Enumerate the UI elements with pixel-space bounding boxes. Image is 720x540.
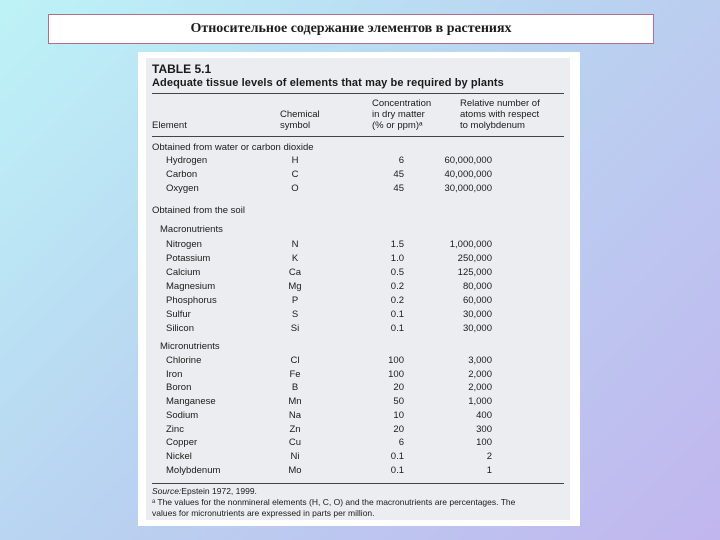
table-row [152,368,564,381]
table-row [152,354,564,367]
cell-element: Sodium [166,409,199,421]
cell-concentration: 50 [393,396,404,408]
header-rel-line1: Relative number of [460,98,540,109]
cell-symbol: Fe [289,368,301,380]
cell-element: Molybdenum [166,464,221,476]
section-soil: Obtained from the soil [152,205,245,216]
cell-element: Calcium [166,267,201,278]
cell-symbol: Si [290,323,300,334]
header-element: Element [152,120,187,131]
cell-element: Silicon [166,323,194,334]
cell-relative-atoms: 2,000 [468,368,492,380]
cell-element: Potassium [166,253,211,264]
cell-symbol: H [291,155,299,166]
slide-title: Относительное содержание элементов в растениях [190,21,512,36]
cell-relative-atoms: 125,000 [457,267,492,278]
cell-element: Oxygen [166,183,199,194]
cell-symbol: Ca [288,267,302,278]
cell-symbol: N [291,239,299,250]
cell-element: Iron [166,368,183,380]
cell-relative-atoms: 300 [476,423,492,435]
cell-concentration: 0.1 [390,464,404,476]
cell-concentration: 45 [393,183,404,194]
table-row [152,294,564,307]
header-symbol-line2: symbol [280,120,311,131]
header-rel-line3: to molybdenum [460,120,525,131]
section-macronutrients: Macronutrients [160,224,223,235]
cell-relative-atoms: 2,000 [468,382,492,394]
cell-relative-atoms: 100 [476,437,492,449]
cell-concentration: 20 [393,382,404,394]
cell-element: Boron [166,382,192,394]
cell-relative-atoms: 400 [476,409,492,421]
cell-relative-atoms: 40,000,000 [444,169,492,180]
cell-element: Manganese [166,396,216,408]
cell-symbol: K [291,253,299,264]
cell-element: Chlorine [166,355,202,366]
header-conc-line1: Concentration [372,98,432,109]
table-caption: Adequate tissue levels of elements that may be required by plants [152,77,504,89]
cell-relative-atoms: 1,000,000 [449,239,492,250]
table-row [152,168,564,181]
table-panel [138,52,580,526]
section-water: Obtained from water or carbon dioxide [152,142,314,153]
cell-symbol: O [291,183,299,194]
cell-relative-atoms: 30,000,000 [444,183,492,194]
table-row [152,154,564,167]
cell-concentration: 20 [393,423,404,435]
table-row [152,252,564,265]
table-row [152,450,564,463]
cell-symbol: C [291,169,299,180]
header-conc-line2: in dry matter [372,109,425,120]
cell-element: Nitrogen [166,239,202,250]
table-row [152,409,564,422]
cell-concentration: 0.1 [390,323,404,334]
cell-symbol: Ni [290,450,300,462]
table-label: TABLE 5.1 [152,62,212,76]
cell-element: Sulfur [166,309,191,320]
cell-element: Copper [166,437,198,449]
cell-element: Nickel [166,450,192,462]
table-row [152,381,564,394]
cell-symbol: Na [288,409,302,421]
table-row [152,308,564,321]
cell-relative-atoms: 2 [486,450,492,462]
cell-concentration: 0.2 [390,295,404,306]
cell-concentration: 6 [398,155,404,166]
cell-relative-atoms: 80,000 [462,281,492,292]
cell-relative-atoms: 1,000 [468,396,492,408]
cell-symbol: Zn [289,423,301,435]
source-label: Source: [152,486,182,496]
footer-rule [152,483,564,484]
table-row [152,322,564,335]
slide-title-box [48,14,654,44]
cell-symbol: S [291,309,299,320]
cell-symbol: Mg [288,281,302,292]
cell-concentration: 45 [393,169,404,180]
cell-relative-atoms: 1 [486,464,492,476]
header-symbol-line1: Chemical [280,109,320,120]
source-text: Epstein 1972, 1999. [181,486,257,496]
cell-concentration: 10 [393,409,404,421]
cell-symbol: P [291,295,299,306]
header-bottom-rule [152,136,564,137]
table-row [152,423,564,436]
cell-relative-atoms: 30,000 [462,309,492,320]
cell-element: Zinc [166,423,184,435]
footnote-line2: values for micronutrients are expressed in parts per million. [152,508,375,518]
footnote-source [152,486,564,497]
header-top-rule [152,93,564,94]
cell-element: Carbon [166,169,198,180]
cell-relative-atoms: 250,000 [457,253,492,264]
cell-relative-atoms: 3,000 [468,355,492,366]
section-micronutrients: Micronutrients [160,341,220,352]
cell-concentration: 100 [388,368,404,380]
footnote-line1: ᵃ The values for the nonmineral elements (H, C, O) and the macronutrients are percentages. The [152,497,516,507]
cell-symbol: Mn [288,396,302,408]
table-row [152,266,564,279]
header-conc-line3: (% or ppm)ᵃ [372,120,423,131]
cell-concentration: 1.0 [390,253,404,264]
cell-element: Phosphorus [166,295,217,306]
nutrient-table [146,58,570,520]
cell-concentration: 6 [398,437,404,449]
cell-concentration: 1.5 [390,239,404,250]
cell-concentration: 0.2 [390,281,404,292]
cell-relative-atoms: 30,000 [462,323,492,334]
table-row [152,436,564,449]
table-row [152,395,564,408]
table-row [152,182,564,195]
table-row [152,238,564,251]
cell-concentration: 0.1 [390,450,404,462]
cell-symbol: Cl [290,355,300,366]
cell-concentration: 100 [388,355,404,366]
cell-relative-atoms: 60,000 [462,295,492,306]
cell-relative-atoms: 60,000,000 [444,155,492,166]
cell-element: Hydrogen [166,155,208,166]
table-row [152,280,564,293]
table-row [152,464,564,477]
cell-concentration: 0.1 [390,309,404,320]
cell-symbol: B [291,382,299,394]
cell-concentration: 0.5 [390,267,404,278]
cell-symbol: Cu [288,437,302,449]
cell-symbol: Mo [288,464,302,476]
header-rel-line2: atoms with respect [460,109,540,120]
cell-element: Magnesium [166,281,216,292]
